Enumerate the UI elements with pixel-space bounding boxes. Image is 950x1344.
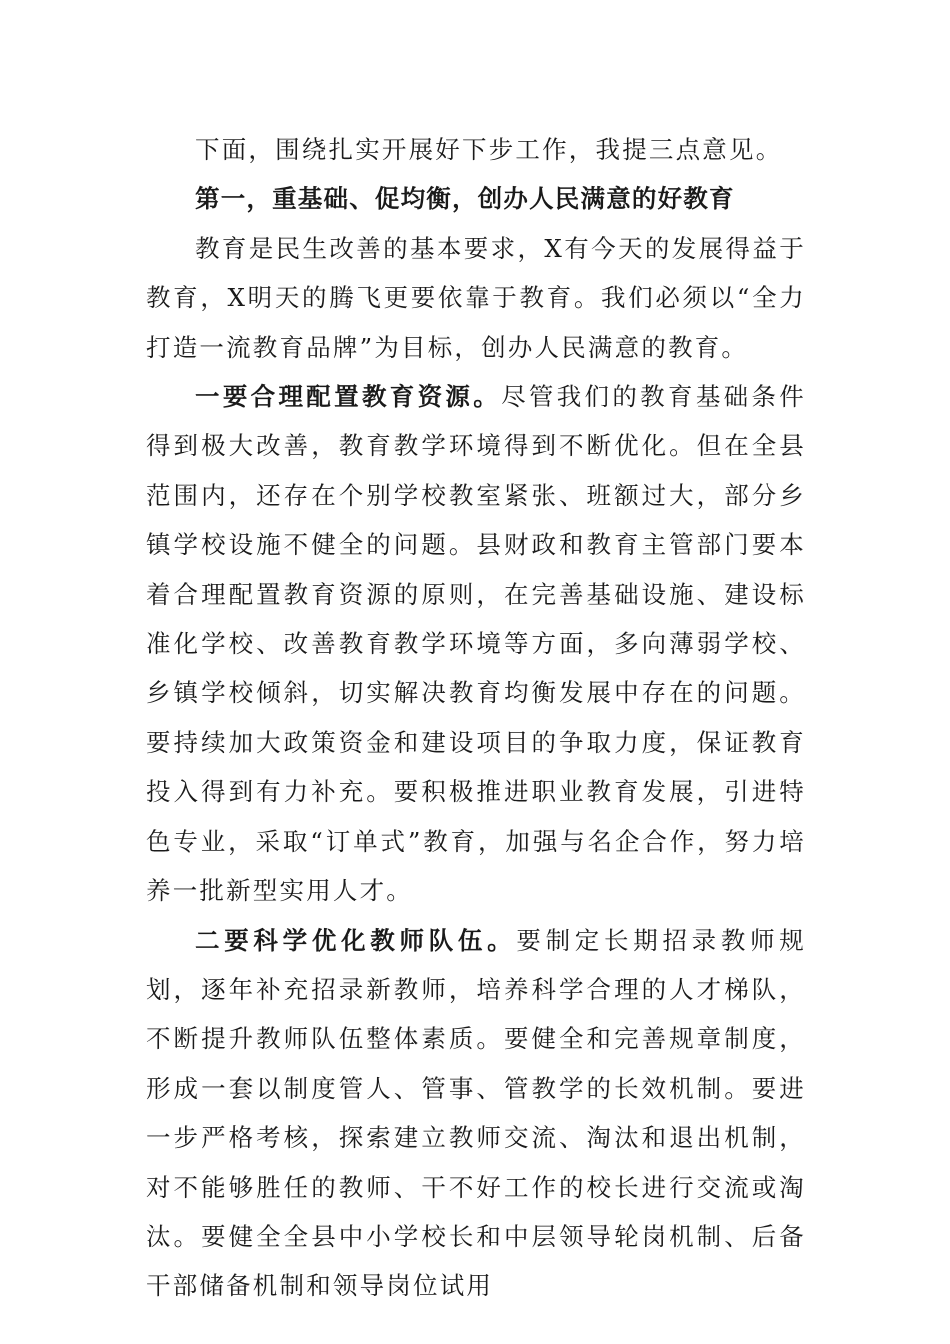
point-1-body: 尽管我们的教育基础条件得到极大改善，教育教学环境得到不断优化。但在全县范围内，还存在个别学校教室紧张、班额过大，部分乡镇学校设施不健全的问题。县财政和教育主管部门要本着合理配置教育资源的原则，在完善基础设施、建设标准化学校、改善教育教学环境等方面，多向薄弱学校、乡镇学校倾斜，切实解决教育均衡发展中存在的问题。要持续加大政策资金和建设项目的争取力度，保证教育投入得到有力补充。要积极推进职业教育发展，引进特色专业，采取“订单式”教育，加强与名企合作，努力培养一批新型实用人才。 — [146, 382, 806, 906]
section-heading: 第一，重基础、促均衡，创办人民满意的好教育 — [195, 184, 735, 214]
point-2-body: 要制定长期招录教师规划，逐年补充招录新教师，培养科学合理的人才梯队，不断提升教师队伍整体素质。要健全和完善规章制度，形成一套以制度管人、管事、管教学的长效机制。要进一步严格考核，探索建立教师交流、淘汰和退出机制，对不能够胜任的教师、干不好工作的校长进行交流或淘汰。要健全全县中小学校长和中层领导轮岗机制、后备干部储备机制和领导岗位试用 — [146, 925, 807, 1301]
document-body — [146, 125, 806, 1311]
education-paragraph: 教育是民生改善的基本要求，X有今天的发展得益于教育，X明天的腾飞更要依靠于教育。我们必须以“全力打造一流教育品牌”为目标，创办人民满意的教育。 — [146, 233, 806, 362]
point-2-paragraph — [146, 916, 806, 1311]
point-1-lead: 一要合理配置教育资源。 — [195, 382, 502, 412]
point-2-lead: 二要科学优化教师队伍。 — [195, 925, 517, 955]
point-1-paragraph — [146, 372, 806, 915]
intro-paragraph: 下面，围绕扎实开展好下步工作，我提三点意见。 — [195, 135, 783, 164]
